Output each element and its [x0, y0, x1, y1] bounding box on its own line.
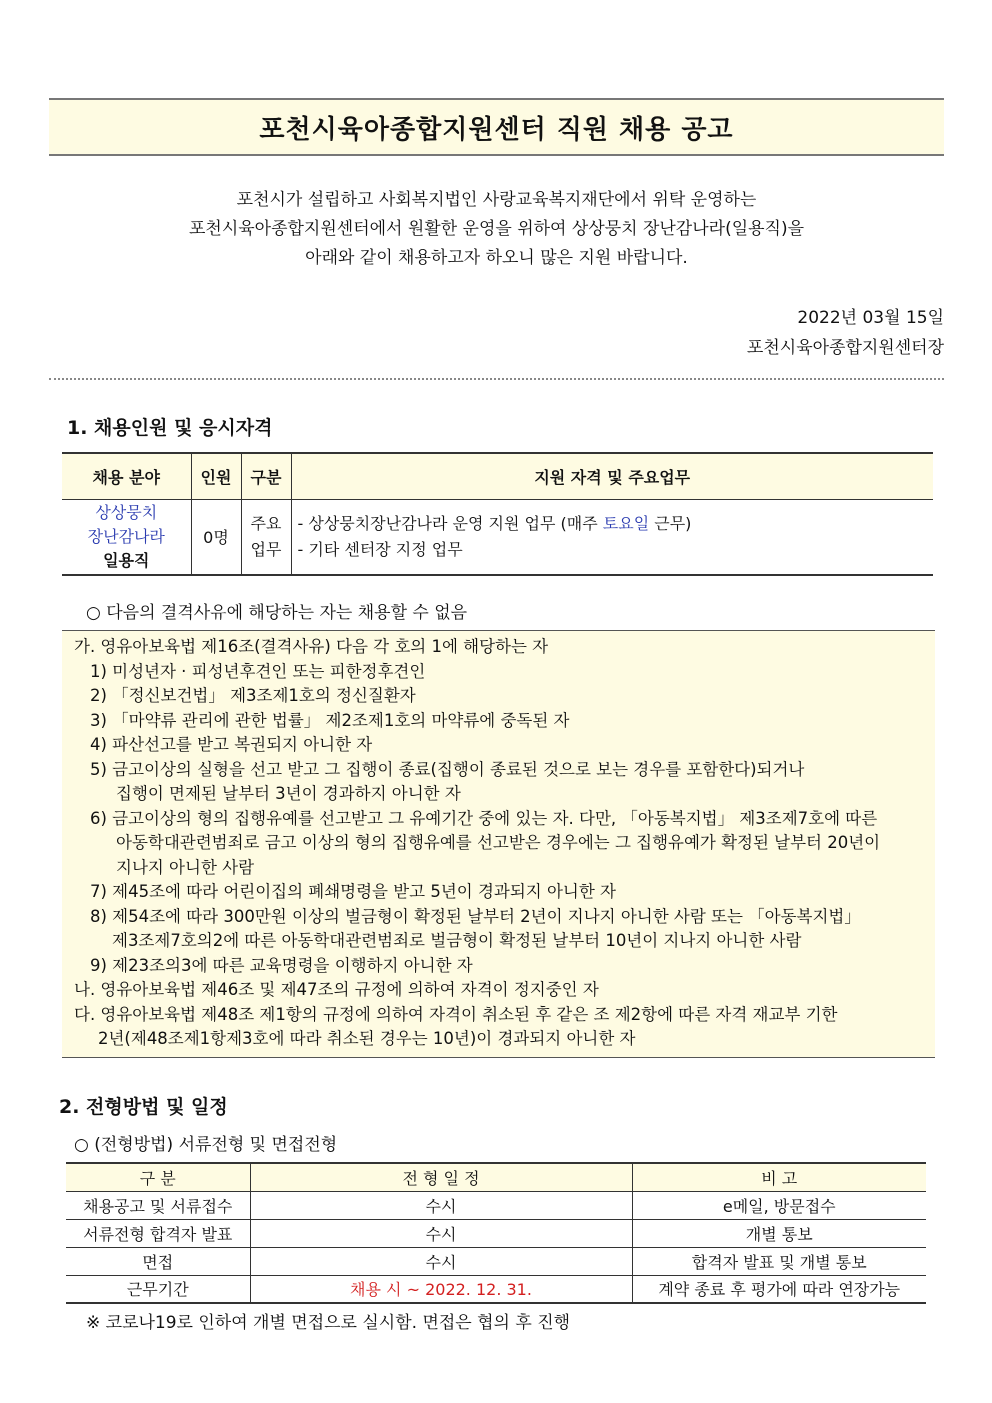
remark-cell: 합격자 발표 및 개별 통보 — [632, 1247, 926, 1275]
table-row — [66, 1275, 926, 1303]
intro-line: 아래와 같이 채용하고자 하오니 많은 지원 바랍니다. — [305, 248, 688, 268]
field-name-line: 장난감나라 — [87, 526, 165, 546]
duty-text: - 상상뭉치장난감나라 운영 지원 업무 (매주 — [297, 513, 603, 533]
intro-line: 포천시가 설립하고 사회복지법인 사랑교육복지재단에서 위탁 운영하는 — [236, 190, 757, 210]
table-row — [66, 1219, 926, 1247]
duty-item: - 기타 센터장 지정 업무 — [297, 539, 463, 559]
duty-item — [298, 511, 934, 537]
category-cell: 서류전형 합격자 발표 — [66, 1219, 250, 1247]
list-item: 4) 파산선고를 받고 복권되지 아니한 자 — [90, 735, 373, 754]
duty-text: 근무) — [649, 513, 692, 533]
schedule-cell: 수시 — [250, 1247, 632, 1275]
header-category: 구 분 — [66, 1163, 250, 1191]
schedule-cell: 수시 — [250, 1191, 632, 1219]
notice-title: 포천시육아종합지원센터 직원 채용 공고 — [49, 98, 944, 156]
header-schedule: 전 형 일 정 — [250, 1163, 632, 1191]
header-field: 채용 분야 — [62, 453, 191, 499]
list-item: 가. 영유아보육법 제16조(결격사유) 다음 각 호의 1에 해당하는 자 — [74, 637, 549, 656]
remark-cell: 계약 종료 후 평가에 따라 연장가능 — [632, 1275, 926, 1303]
schedule-cell: 수시 — [250, 1219, 632, 1247]
table-row — [62, 499, 933, 575]
notice-signer: 포천시육아종합지원센터장 — [746, 338, 944, 358]
header-category: 구분 — [241, 453, 291, 499]
header-remark: 비 고 — [632, 1163, 926, 1191]
section2-title: 2. 전형방법 및 일정 — [59, 1096, 228, 1118]
field-type: 일용직 — [103, 550, 150, 570]
category-cell — [241, 499, 291, 575]
notice-date: 2022년 03월 15일 — [797, 308, 944, 328]
list-item: 2) 「정신보건법」 제3조제1호의 정신질환자 — [90, 686, 416, 705]
list-item: 5) 금고이상의 실형을 선고 받고 그 집행이 종료(집행이 종료된 것으로 보는 경우를 포함한다)되거나 — [90, 759, 805, 779]
duty-cell — [291, 499, 933, 575]
category-line: 업무 — [250, 539, 282, 559]
footnote: ※ 코로나19로 인하여 개별 면접으로 실시함. 면접은 협의 후 진행 — [86, 1313, 571, 1333]
table-header-row — [62, 453, 933, 499]
list-item: 다. 영유아보육법 제48조 제1항의 규정에 의하여 자격이 취소된 후 같은 조 제2항에 따른 자격 재교부 기한 — [74, 1004, 838, 1024]
category-cell: 근무기간 — [66, 1275, 250, 1303]
list-item: 9) 제23조의3에 따른 교육명령을 이행하지 아니한 자 — [90, 955, 473, 975]
list-item: 나. 영유아보육법 제46조 및 제47조의 규정에 의하여 자격이 정지중인 자 — [74, 980, 599, 999]
disqualification-box — [62, 630, 935, 1058]
list-item: 8) 제54조에 따라 300만원 이상의 벌금형이 확정된 날부터 2년이 지나지 아니한 사람 또는 「아동복지법」 — [90, 906, 861, 926]
section1-title: 1. 채용인원 및 응시자격 — [67, 417, 273, 439]
list-item: 집행이 면제된 날부터 3년이 경과하지 아니한 자 — [116, 784, 461, 803]
category-line: 주요 — [250, 513, 282, 533]
duty-highlight: 토요일 — [602, 513, 650, 533]
header-qualification: 지원 자격 및 주요업무 — [291, 453, 933, 499]
list-item: 1) 미성년자 · 피성년후견인 또는 피한정후견인 — [90, 661, 426, 681]
recruitment-table — [62, 452, 933, 576]
list-item: 아동학대관련범죄로 금고 이상의 형의 집행유예를 선고받은 경우에는 그 집행유예가 확정된 날부터 20년이 — [116, 833, 881, 852]
remark-cell: 개별 통보 — [632, 1219, 926, 1247]
table-row — [66, 1191, 926, 1219]
category-cell: 면접 — [66, 1247, 250, 1275]
remark-cell: e메일, 방문접수 — [632, 1191, 926, 1219]
field-name-line: 상상뭉치 — [95, 502, 158, 522]
table-row — [66, 1247, 926, 1275]
header-count: 인원 — [191, 453, 241, 499]
disqualification-note: ○ 다음의 결격사유에 해당하는 자는 채용할 수 없음 — [86, 603, 468, 623]
selection-method-note: ○ (전형방법) 서류전형 및 면접전형 — [74, 1135, 338, 1155]
divider — [49, 378, 944, 380]
schedule-cell: 채용 시 ~ 2022. 12. 31. — [250, 1275, 632, 1303]
intro-line: 포천시육아종합지원센터에서 원활한 운영을 위하여 상상뭉치 장난감나라(일용직)을 — [188, 219, 805, 239]
category-cell: 채용공고 및 서류접수 — [66, 1191, 250, 1219]
field-cell — [62, 499, 191, 575]
list-item: 2년(제48조제1항제3호에 따라 취소된 경우는 10년)이 경과되지 아니한 자 — [98, 1029, 636, 1048]
list-item: 6) 금고이상의 형의 집행유예를 선고받고 그 유예기간 중에 있는 자. 다만, 「아동복지법」 제3조제7호에 따른 — [90, 808, 878, 828]
intro-paragraph — [49, 186, 944, 273]
table-header-row — [66, 1163, 926, 1191]
list-item: 7) 제45조에 따라 어린이집의 폐쇄명령을 받고 5년이 경과되지 아니한 자 — [90, 882, 616, 901]
schedule-table — [66, 1162, 926, 1304]
list-item: 3) 「마약류 관리에 관한 법률」 제2조제1호의 마약류에 중독된 자 — [90, 710, 570, 730]
list-item: 제3조제7호의2에 따른 아동학대관련범죄로 벌금형이 확정된 날부터 10년이 지나지 아니한 사람 — [112, 931, 802, 950]
count-cell: 0명 — [191, 499, 241, 575]
list-item: 지나지 아니한 사람 — [116, 857, 255, 877]
